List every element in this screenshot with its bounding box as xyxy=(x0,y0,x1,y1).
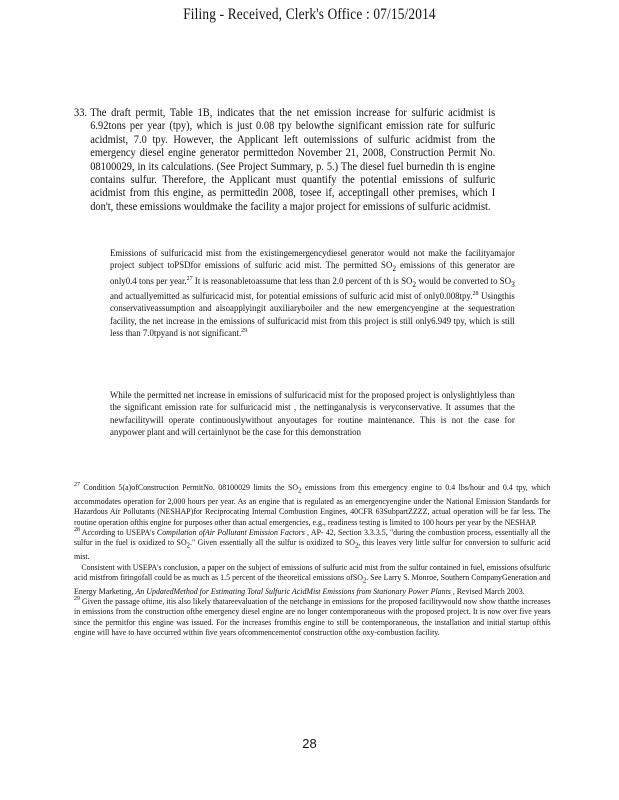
footnote-mark: 29 xyxy=(74,595,80,603)
footnote-text: . See Larry S. Monroe, Southern CompanyGeneration and Energy Marketing, xyxy=(74,571,551,596)
footnote-text: , AP- 42, Section 3.3.3.5, "during the combustion process, essentially all the sulfur in the fuel is oxidized to SO xyxy=(74,526,551,548)
footnote-28 xyxy=(74,527,551,562)
footnote-27 xyxy=(74,482,551,527)
footnote-28-continued xyxy=(74,562,551,597)
footnote-text: According to USEPA's xyxy=(79,526,157,537)
footnote-text: Given the passage oftime, itis also likely thatareevaluation of the netchange in emissions for the proposed facilitywould now show thatthe increases in emissions from the construction ofthe emergency diesel engine are no longer contemporaneous with the proposed project. It is now over five years since the permitfor this engine was issued. For the increases fromthis engine to still be contemporaneous, the installation and initial startup ofthis engine will have to have occurred within five years ofcommencementof construction ofthe oxy-combustion facility. xyxy=(74,596,551,638)
paragraph-number: 33. xyxy=(74,106,88,119)
footnote-ref-29[interactable]: 29 xyxy=(241,327,248,335)
subscript: 2 xyxy=(298,486,302,495)
filing-header: Filing - Received, Clerk's Office : 07/15/2014 xyxy=(183,6,436,23)
block-quote-1 xyxy=(110,248,515,341)
page-number: 28 xyxy=(302,736,317,751)
citation-title: An UpdatedMethod for Estimating Total Sulfuric AcidMist Emissions from Stationary Power Plants xyxy=(135,585,451,596)
footnote-text: emissions from this emergency engine to 0.4 lbs/hour and 0.4 tpy, which accommodates operation for 2,000 hours per year. As an engine that is regulated as an emergencyengine under the National Emission Standards for Hazardous Air Pollutants (NESHAP)for Reciprocating Internal Combustion Engines, 40CFR 63SubpartZZZZ, actual operation will be far less. The routine operation ofthis engine for purposes other than actual emergencies, e.g., readiness testing is limited to 100 hours per year by the NESHAP. xyxy=(74,482,551,527)
footnote-text: , this leaves very little sulfur for conversion to sulfuric acid mist. xyxy=(74,537,551,562)
quote1-part4: would be converted to SO xyxy=(416,275,512,287)
subscript: 3 xyxy=(511,279,515,289)
footnotes xyxy=(74,482,551,637)
paragraph-text: The draft permit, Table 1B, indicates that the net emission increase for sulfuric acidmist is 6.92tons per year (tpy), which is just 0.08 tpy belowthe significant emission rate for sulfuric acidmist, 7.0 tpy. However, the Applicant left outemissions of sulfuric acidmist from the emergency diesel engine generator permittedon November 21, 2008, Construction Permit No. 08100029, in its calculations. (See Project Summary, p. 5.) The diesel fuel burnedin th is engine contains sulfur. Therefore, the Applicant must quantify the potential emissions of sulfuric acidmist from this engine, as permittedin 2008, tosee if, acceptingall other premises, which I don't, these emissions wouldmake the facility a major project for emissions of sulfuric acidmist. xyxy=(90,106,496,213)
numbered-paragraph-33 xyxy=(74,106,495,213)
block-quote-2: While the permitted net increase in emissions of sulfuricacid mist for the proposed project is onlyslightlyless than the significant emission rate for sulfuricacid mist , the nettinganalysis is veryconservative. It assumes that the newfacilitywill operate continuouslywithout anyoutages for routine maintenance. This is not the case for anypower plant and will certainlynot be the case for this demonstration xyxy=(110,390,515,439)
footnote-text: ." Given essentially all the sulfur is oxidized to SO xyxy=(189,537,355,548)
citation-title: Compilation ofAir Pollutant Emission Factors xyxy=(156,526,305,537)
quote1-part2: emissions of this generator are only0.4 tons per year. xyxy=(110,260,515,287)
subscript: 2 xyxy=(186,541,190,550)
quote1-part6: Usingthis conservativeassumption and alsoapplyingit auxiliaryboiler and the new emergencyengine at the sequestration facility, the net increase in the emissions of sulfuricacid mist from this project is still only6.949 tpy, which is still less than 7.0tpyand is not significant. xyxy=(110,291,515,340)
quote1-part1: Emissions of sulfuricacid mist from the existingemergencydiesel generator would not make the facilityamajor project subject toPSDfor emissions of sulfuric acid mist. The permitted SO xyxy=(110,248,515,272)
footnote-mark: 28 xyxy=(74,526,80,534)
subscript: 2 xyxy=(392,264,397,274)
quote1-part3: It is reasonabletoassume that less than 2.0 percent of th is SO xyxy=(192,275,413,287)
subscript: 2 xyxy=(412,279,417,289)
footnote-text: Consistent with USEPA's conclusion, a paper on the subject of emissions of sulfuric acid mist from the sulfur contained in fuel, emissions ofsulfuric acid mistfrom firingofall could be as much as 1.5 percent of the theoretical emissions ofSO xyxy=(74,561,551,582)
footnote-ref-28[interactable]: 28 xyxy=(472,289,479,297)
footnote-mark: 27 xyxy=(74,481,80,489)
footnote-text: , Revised March 2003. xyxy=(450,585,525,596)
quote1-part5: and actuallyemitted as sulfuricacid mist, for potential emissions of sulfuric acid mist of only0.008tpy. xyxy=(110,291,473,303)
subscript: 2 xyxy=(362,576,367,585)
footnote-ref-27[interactable]: 27 xyxy=(186,274,193,282)
footnote-29 xyxy=(74,596,551,637)
footnote-text: Condition 5(a)ofConstruction PermitNo. 08100029 limits the SO xyxy=(79,482,299,492)
subscript: 2 xyxy=(354,541,359,550)
